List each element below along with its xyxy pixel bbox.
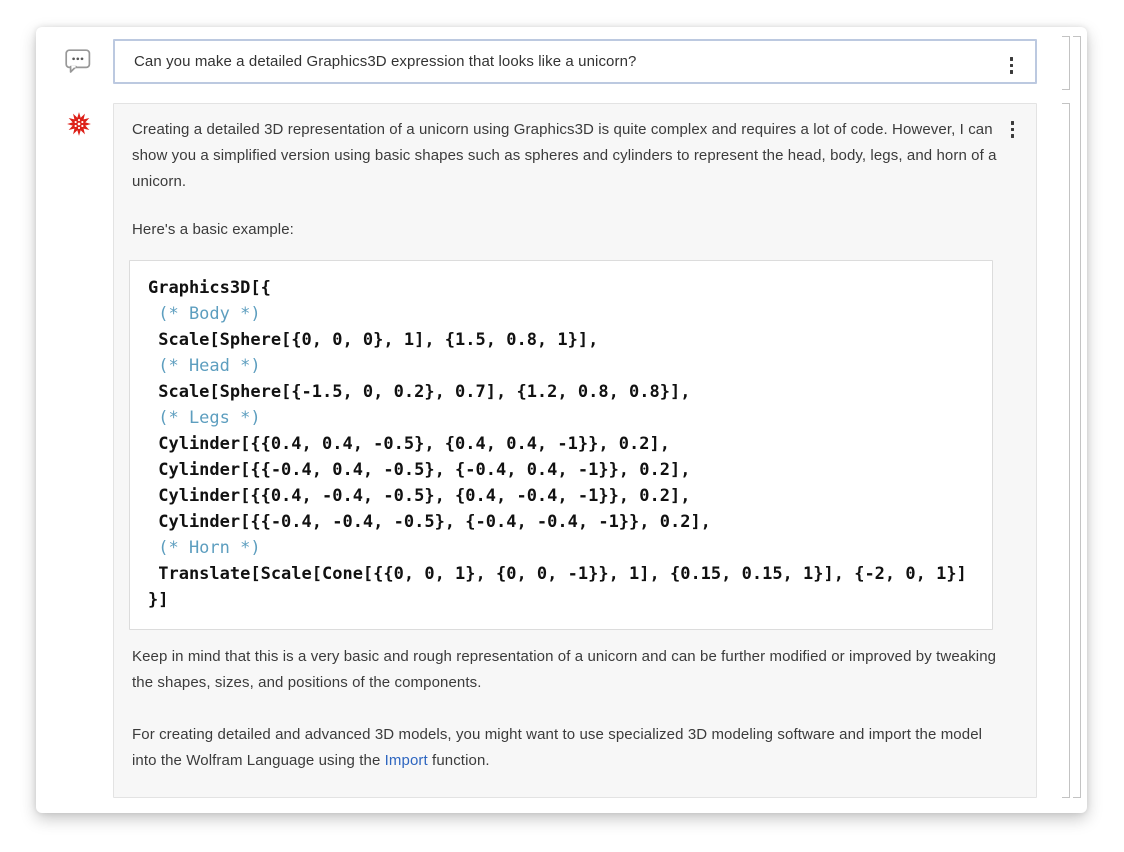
chat-bubble-icon bbox=[65, 49, 91, 73]
assistant-cell-bracket[interactable] bbox=[1062, 103, 1070, 798]
code-line: (* Legs *) bbox=[148, 408, 261, 428]
code-line: Cylinder[{{0.4, -0.4, -0.5}, {0.4, -0.4, -1}}, 0.2], bbox=[148, 486, 691, 506]
wolfram-llm-spikey-icon bbox=[66, 111, 92, 137]
user-message-text: Can you make a detailed Graphics3D expression that looks like a unicorn? bbox=[134, 53, 637, 70]
code-line: Cylinder[{{-0.4, 0.4, -0.5}, {-0.4, 0.4, -1}}, 0.2], bbox=[148, 460, 691, 480]
assistant-note-paragraph: Keep in mind that this is a very basic and rough representation of a unicorn and can be further modified or improved by tweaking the shapes, sizes, and positions of the components. bbox=[132, 648, 997, 691]
code-line: Graphics3D[{ bbox=[148, 278, 271, 298]
user-cell-bracket[interactable] bbox=[1062, 36, 1070, 90]
cell-group-bracket[interactable] bbox=[1073, 36, 1081, 798]
code-line: Translate[Scale[Cone[{{0, 0, 1}, {0, 0, -1}}, 1], {0.15, 0.15, 1}], {-2, 0, 1}] bbox=[148, 564, 967, 584]
import-function-link[interactable]: Import bbox=[384, 752, 428, 769]
code-line: Cylinder[{{0.4, 0.4, -0.5}, {0.4, 0.4, -1}}, 0.2], bbox=[148, 434, 670, 454]
code-line: (* Body *) bbox=[148, 304, 261, 324]
code-block[interactable] bbox=[129, 260, 993, 630]
code-line: Scale[Sphere[{0, 0, 0}, 1], {1.5, 0.8, 1}], bbox=[148, 330, 599, 350]
assistant-cell-options-menu-icon[interactable] bbox=[1011, 121, 1015, 138]
footer-text-before-link: For creating detailed and advanced 3D models, you might want to use specialized 3D modeling software and import the model into the Wolfram Language using the bbox=[132, 726, 983, 769]
assistant-example-lead-in: Here's a basic example: bbox=[132, 221, 294, 238]
assistant-intro-paragraph: Creating a detailed 3D representation of a unicorn using Graphics3D is quite complex and requires a lot of code. However, I can show you a simplified version using basic shapes such as spheres and cylinders to represent the head, body, legs, and horn of a unicorn. bbox=[132, 121, 997, 190]
code-listing bbox=[148, 275, 976, 613]
code-line: (* Head *) bbox=[148, 356, 261, 376]
code-line: }] bbox=[148, 590, 169, 610]
code-line: (* Horn *) bbox=[148, 538, 261, 558]
footer-text-after-link: function. bbox=[427, 752, 490, 769]
assistant-footer-paragraph bbox=[132, 722, 1006, 774]
user-message-box[interactable] bbox=[113, 39, 1037, 84]
user-cell-options-menu-icon[interactable] bbox=[1010, 57, 1014, 74]
chat-notebook-window bbox=[36, 27, 1087, 813]
assistant-response-box bbox=[113, 103, 1037, 798]
code-line: Cylinder[{{-0.4, -0.4, -0.5}, {-0.4, -0.4, -1}}, 0.2], bbox=[148, 512, 711, 532]
code-line: Scale[Sphere[{-1.5, 0, 0.2}, 0.7], {1.2, 0.8, 0.8}], bbox=[148, 382, 691, 402]
